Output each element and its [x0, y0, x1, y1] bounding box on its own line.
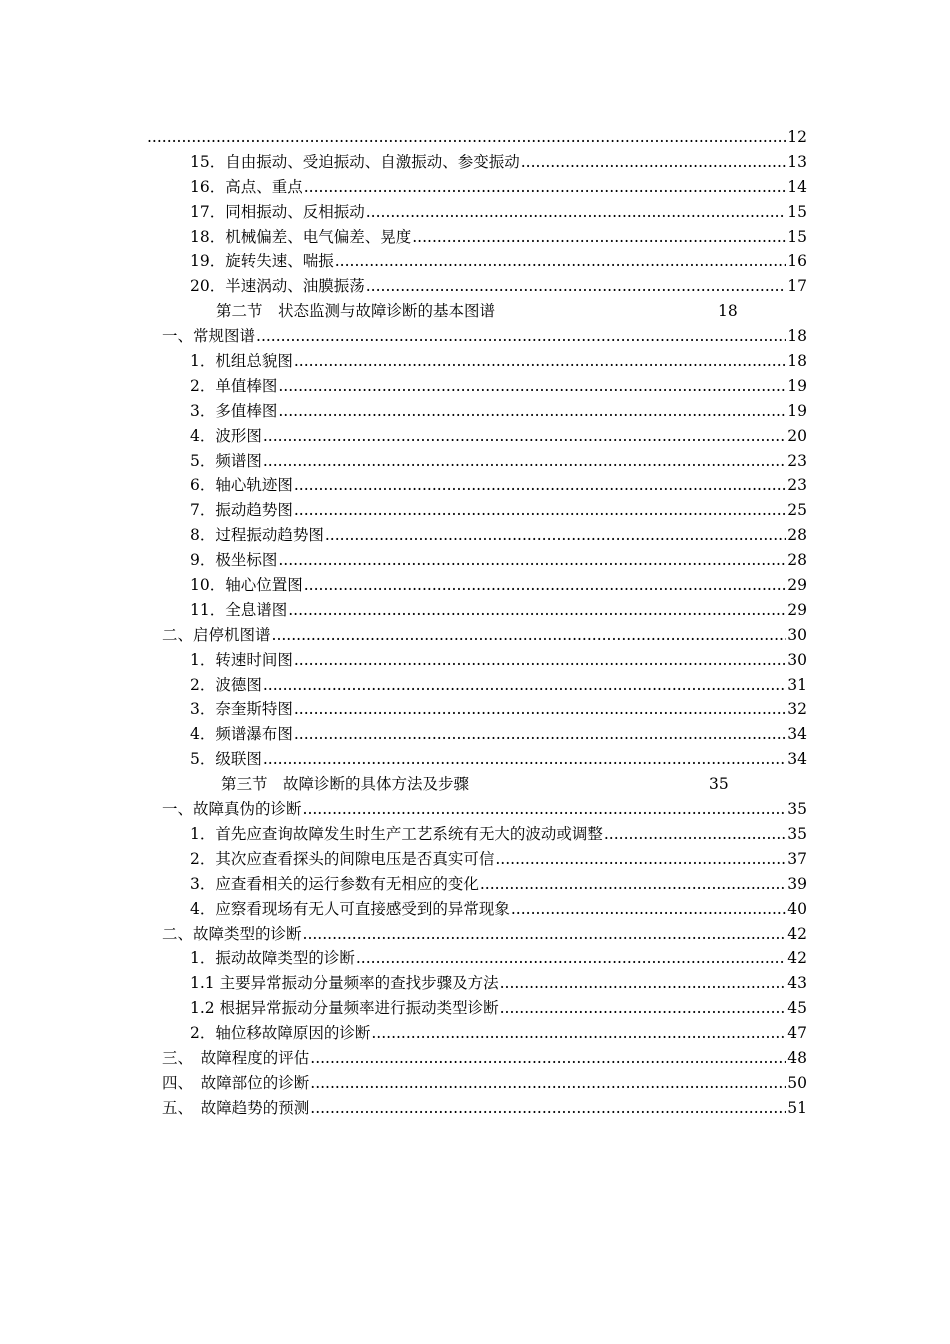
toc-leader-dots: [521, 150, 787, 175]
toc-leader-dots: [147, 125, 786, 150]
toc-entry[interactable]: [146, 1096, 807, 1121]
toc-entry[interactable]: [146, 996, 807, 1021]
toc-leader-dots: [294, 722, 786, 747]
toc-page-number: 30: [787, 625, 807, 644]
toc-entry[interactable]: [146, 872, 807, 897]
toc-entry[interactable]: [146, 1071, 807, 1096]
toc-entry[interactable]: [146, 374, 807, 399]
toc-group-heading[interactable]: [146, 922, 807, 947]
toc-entry[interactable]: [146, 523, 807, 548]
toc-leader-dots: [294, 498, 786, 523]
toc-page-number: 29: [787, 576, 807, 595]
toc-page-number: 15: [787, 202, 807, 221]
toc-entry-label: 3．奈奎斯特图: [190, 700, 293, 719]
toc-page-number: 29: [787, 600, 807, 619]
toc-leader-dots: [356, 946, 786, 971]
toc-entry-label: 5．级联图: [190, 750, 262, 769]
toc-page-number: 39: [787, 874, 807, 893]
toc-page-number: 43: [787, 974, 807, 993]
toc-page-number: 18: [787, 352, 807, 371]
toc-page-number: 23: [787, 451, 807, 470]
toc-leader-dots: [272, 623, 787, 648]
toc-section-heading[interactable]: [146, 299, 807, 324]
toc-entry[interactable]: [146, 449, 807, 474]
toc-entry-label: 19．旋转失速、喘振: [190, 252, 334, 271]
toc-entry-label: 7．振动趋势图: [190, 501, 293, 520]
toc-page-number: 23: [787, 476, 807, 495]
toc-entry[interactable]: [146, 847, 807, 872]
toc-group-heading[interactable]: [146, 324, 807, 349]
toc-page-number: 13: [787, 152, 807, 171]
toc-entry[interactable]: [146, 424, 807, 449]
toc-entry[interactable]: [146, 249, 807, 274]
toc-page-number: 18: [787, 327, 807, 346]
toc-entry[interactable]: [146, 200, 807, 225]
toc-entry-label: 4．频谱瀑布图: [190, 725, 293, 744]
toc-entry-label: 4．应察看现场有无人可直接感受到的异常现象: [190, 899, 510, 918]
toc-entry[interactable]: [146, 498, 807, 523]
toc-leader-dots: [500, 996, 787, 1021]
toc-entry-label: 四、 故障部位的诊断: [162, 1073, 310, 1092]
toc-page-number: 48: [787, 1048, 807, 1067]
toc-page-number: 16: [787, 252, 807, 271]
toc-entry[interactable]: [146, 225, 807, 250]
toc-section-label: 第三节 故障诊断的具体方法及步骤: [221, 775, 470, 794]
toc-leader-dots: [310, 1096, 786, 1121]
toc-leader-dots: [335, 249, 787, 274]
toc-entry-continuation[interactable]: [146, 125, 807, 150]
table-of-contents: [146, 125, 807, 1121]
toc-entry[interactable]: [146, 822, 807, 847]
toc-entry-label: 1．振动故障类型的诊断: [190, 949, 355, 968]
toc-leader-dots: [294, 473, 786, 498]
toc-page-number: 42: [787, 924, 807, 943]
toc-page-number: 17: [787, 277, 807, 296]
toc-entry-label: 18．机械偏差、电气偏差、晃度: [190, 227, 412, 246]
toc-entry-label: 1．转速时间图: [190, 650, 293, 669]
toc-leader-dots: [500, 971, 787, 996]
toc-leader-dots: [303, 922, 787, 947]
toc-page-number: 35: [709, 775, 729, 794]
toc-leader-dots: [278, 399, 786, 424]
toc-page-number: 28: [787, 526, 807, 545]
toc-leader-dots: [263, 673, 786, 698]
toc-entry[interactable]: [146, 274, 807, 299]
toc-entry-label: 10．轴心位置图: [190, 576, 303, 595]
toc-entry-label: 4．波形图: [190, 426, 262, 445]
toc-page-number: 19: [787, 376, 807, 395]
toc-entry-label: 二、启停机图谱: [162, 625, 271, 644]
toc-leader-dots: [495, 847, 786, 872]
toc-entry-label: 17．同相振动、反相振动: [190, 202, 365, 221]
toc-leader-dots: [294, 648, 786, 673]
toc-page-number: 45: [787, 999, 807, 1018]
toc-entry-label: 一、常规图谱: [162, 327, 256, 346]
toc-entry[interactable]: [146, 747, 807, 772]
toc-page-number: 20: [787, 426, 807, 445]
toc-entry-label: 8．过程振动趋势图: [190, 526, 324, 545]
toc-page-number: 34: [787, 750, 807, 769]
toc-entry[interactable]: [146, 175, 807, 200]
toc-entry[interactable]: [146, 697, 807, 722]
toc-page-number: 25: [787, 501, 807, 520]
toc-entry-label: 2．波德图: [190, 675, 262, 694]
toc-leader-dots: [263, 747, 786, 772]
toc-entry[interactable]: [146, 598, 807, 623]
toc-leader-dots: [412, 225, 786, 250]
toc-group-heading[interactable]: [146, 797, 807, 822]
toc-entry-label: 9．极坐标图: [190, 551, 278, 570]
toc-entry-label: 1.2 根据异常振动分量频率进行振动类型诊断: [190, 999, 499, 1018]
toc-section-heading[interactable]: [146, 772, 807, 797]
toc-entry-label: 3．应查看相关的运行参数有无相应的变化: [190, 874, 479, 893]
toc-leader-dots: [366, 274, 787, 299]
toc-entry-label: 16．高点、重点: [190, 177, 303, 196]
toc-entry[interactable]: [146, 648, 807, 673]
toc-leader-dots: [511, 897, 786, 922]
toc-page-number: 30: [787, 650, 807, 669]
toc-entry-label: 二、故障类型的诊断: [162, 924, 302, 943]
toc-leader-dots: [480, 872, 786, 897]
toc-page-number: 34: [787, 725, 807, 744]
toc-page-number: 35: [787, 824, 807, 843]
toc-entry[interactable]: [146, 1021, 807, 1046]
toc-entry[interactable]: [146, 473, 807, 498]
toc-page-number: 18: [718, 302, 738, 321]
toc-entry-label: 2．轴位移故障原因的诊断: [190, 1024, 371, 1043]
toc-page-number: 35: [787, 800, 807, 819]
toc-page-number: 12: [787, 128, 807, 146]
toc-leader-dots: [325, 523, 786, 548]
toc-leader-dots: [263, 424, 786, 449]
toc-entry-label: 1．机组总貌图: [190, 352, 293, 371]
toc-entry[interactable]: [146, 946, 807, 971]
toc-entry[interactable]: [146, 399, 807, 424]
toc-page-number: 31: [787, 675, 807, 694]
toc-entry-label: 三、 故障程度的评估: [162, 1048, 310, 1067]
toc-leader-dots: [366, 200, 787, 225]
toc-leader-dots: [294, 349, 786, 374]
toc-page-number: 32: [787, 700, 807, 719]
toc-entry-label: 五、 故障趋势的预测: [162, 1098, 310, 1117]
toc-entry[interactable]: [146, 971, 807, 996]
toc-entry[interactable]: [146, 150, 807, 175]
toc-entry[interactable]: [146, 573, 807, 598]
toc-page-number: 15: [787, 227, 807, 246]
toc-page-number: 37: [787, 849, 807, 868]
toc-entry-label: 11．全息谱图: [190, 600, 288, 619]
toc-entry[interactable]: [146, 673, 807, 698]
toc-page-number: 19: [787, 401, 807, 420]
toc-page-number: 42: [787, 949, 807, 968]
toc-leader-dots: [256, 324, 786, 349]
toc-leader-dots: [304, 573, 787, 598]
toc-group-heading[interactable]: [146, 623, 807, 648]
toc-entry[interactable]: [146, 548, 807, 573]
toc-leader-dots: [278, 374, 786, 399]
toc-page-number: 40: [787, 899, 807, 918]
toc-entry-label: 15．自由振动、受迫振动、自激振动、参变振动: [190, 152, 520, 171]
toc-leader-dots: [278, 548, 786, 573]
toc-leader-dots: [310, 1071, 786, 1096]
toc-section-label: 第二节 状态监测与故障诊断的基本图谱: [216, 302, 496, 321]
toc-entry-label: 3．多值棒图: [190, 401, 278, 420]
toc-leader-dots: [304, 175, 787, 200]
toc-page-number: 51: [787, 1098, 807, 1117]
toc-entry[interactable]: [146, 897, 807, 922]
toc-page-number: 28: [787, 551, 807, 570]
toc-entry-label: 1．首先应查询故障发生时生产工艺系统有无大的波动或调整: [190, 824, 603, 843]
toc-entry-label: 5．频谱图: [190, 451, 262, 470]
toc-entry-label: 20．半速涡动、油膜振荡: [190, 277, 365, 296]
toc-leader-dots: [288, 598, 786, 623]
toc-entry-label: 1.1 主要异常振动分量频率的查找步骤及方法: [190, 974, 499, 993]
toc-entry-label: 一、故障真伪的诊断: [162, 800, 302, 819]
toc-entry-label: 2．其次应查看探头的间隙电压是否真实可信: [190, 849, 495, 868]
toc-leader-dots: [310, 1046, 786, 1071]
toc-page-number: 50: [787, 1073, 807, 1092]
toc-page-number: 47: [787, 1024, 807, 1043]
toc-leader-dots: [371, 1021, 786, 1046]
toc-page-number: 14: [787, 177, 807, 196]
toc-leader-dots: [604, 822, 786, 847]
toc-entry-label: 6．轴心轨迹图: [190, 476, 293, 495]
toc-leader-dots: [263, 449, 786, 474]
toc-leader-dots: [303, 797, 787, 822]
toc-entry[interactable]: [146, 722, 807, 747]
toc-entry[interactable]: [146, 349, 807, 374]
toc-leader-dots: [294, 697, 786, 722]
toc-entry[interactable]: [146, 1046, 807, 1071]
toc-entry-label: 2．单值棒图: [190, 376, 278, 395]
